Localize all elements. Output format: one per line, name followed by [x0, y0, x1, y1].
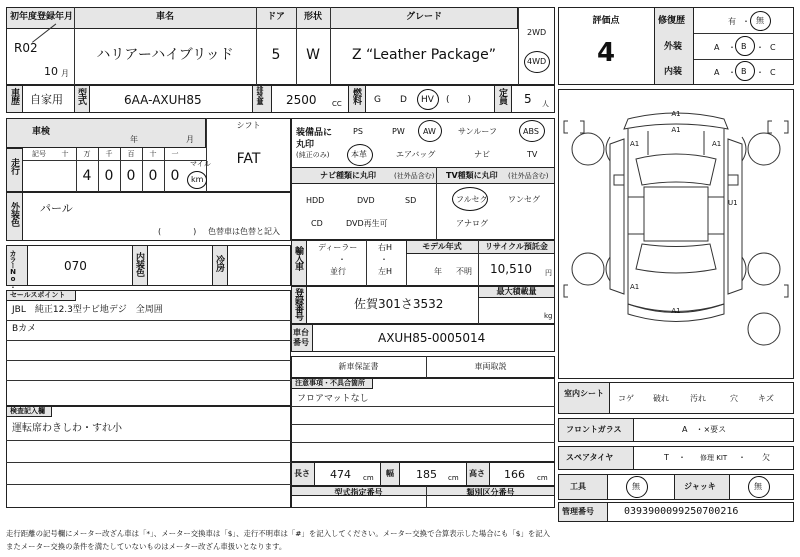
- spare-label: スペアタイヤ: [566, 453, 614, 462]
- jack-value: 無: [754, 482, 762, 491]
- tv-oneseg: ワンセグ: [508, 195, 540, 204]
- width-value: 185: [416, 468, 437, 481]
- recycle-label: リサイクル預託金: [485, 242, 548, 251]
- navi-dvd-play: DVD再生可: [346, 219, 388, 228]
- color-code-row: [6, 245, 291, 286]
- spare-kit: 修理 KIT: [700, 454, 728, 462]
- ac-label: 冷房: [214, 255, 224, 271]
- mgmt-value: 0393900099250700216: [624, 506, 739, 517]
- drive-2wd: 2WD: [527, 28, 547, 37]
- model-year-label: モデル年式: [422, 242, 462, 251]
- seat-tear: 破れ: [653, 394, 669, 403]
- first-reg-month: 10: [44, 65, 58, 78]
- ext-a: A: [714, 43, 720, 52]
- equipment-sub: (純正のみ): [296, 151, 330, 159]
- diag-mark-front: A1: [671, 110, 681, 118]
- length-label: 長さ: [294, 469, 310, 478]
- mileage-digit: 0: [126, 168, 136, 184]
- shaken-month: 月: [186, 135, 194, 144]
- door-label: ドア: [267, 12, 285, 22]
- inspector-block: [6, 406, 291, 508]
- model-year-unknown: 不明: [456, 267, 472, 276]
- model-year-year: 年: [434, 267, 442, 276]
- model-label: 型式: [76, 88, 86, 104]
- mileage-label: 走行: [9, 158, 19, 174]
- import-label: 輸入車: [293, 246, 303, 270]
- mileage-digit-label: 百: [127, 150, 135, 158]
- glass-value: A ・×要ス: [682, 425, 727, 434]
- capacity-value: 5: [524, 92, 532, 106]
- mgmt-label: 管理番号: [562, 507, 594, 516]
- ext-sep1: ・: [728, 43, 736, 52]
- interior-color-label: 内装色: [134, 252, 144, 276]
- import-parallel: 並行: [330, 267, 346, 276]
- car-diagram: [558, 89, 794, 379]
- mileage-digit-label: 十: [61, 150, 69, 158]
- car-name-label: 車名: [155, 12, 174, 22]
- navi-cd: CD: [311, 219, 323, 228]
- int-c: C: [770, 68, 776, 77]
- first-reg-era: R02: [14, 41, 38, 55]
- model-value: 6AA-AXUH85: [124, 93, 202, 107]
- car-name: ハリアーハイブリッド: [96, 47, 234, 63]
- color-label: 外装色: [9, 202, 19, 226]
- footer-line-2: またメーター交換の条件を満たしていないものはメーター改ざん車扱いとなります。: [6, 542, 287, 551]
- fuel-label: 燃料: [351, 88, 361, 104]
- inspector-label: 検査記入欄: [10, 407, 45, 415]
- diag-mark-right-door: U1: [728, 199, 738, 207]
- mileage-digit-divider: [76, 148, 77, 192]
- plate-value: 佐賀301さ3532: [354, 297, 444, 311]
- int-b: B: [741, 67, 747, 76]
- color-code-label: カラーNo.: [9, 250, 17, 289]
- import-left-h: 左H: [378, 267, 393, 276]
- fuel-g: G: [374, 95, 381, 105]
- mileage-digit: 0: [170, 168, 180, 184]
- navi-label: ナビ種類に丸印: [320, 171, 376, 180]
- height-unit: cm: [537, 474, 548, 482]
- equip-airbag: エアバッグ: [396, 150, 436, 159]
- caution-label: 注意事項・不具合箇所: [295, 379, 365, 387]
- capacity-label: 定員: [497, 88, 507, 104]
- color-paren: ( ): [158, 227, 197, 236]
- equip-navi: ナビ: [474, 150, 490, 159]
- length-unit: cm: [363, 474, 374, 482]
- recycle-value: 10,510: [490, 262, 532, 276]
- grade-label: グレード: [405, 12, 442, 22]
- width-unit: cm: [448, 474, 459, 482]
- inspector-value: 運転席わきしわ・すれ小: [12, 423, 122, 434]
- seat-hole: 穴: [730, 394, 738, 403]
- color-value: パール: [40, 202, 73, 215]
- spare-t: T: [664, 453, 669, 462]
- equipment-label: 装備品に丸印: [296, 128, 333, 150]
- caution-block: [291, 378, 555, 462]
- class-label: 類別区分番号: [466, 488, 515, 497]
- cc-unit: CC: [332, 100, 342, 108]
- ext-b: B: [741, 42, 747, 51]
- int-a: A: [714, 68, 720, 77]
- mileage-digit: 0: [148, 168, 158, 184]
- glass-label: フロントガラス: [566, 425, 622, 434]
- spare-sep1: ・: [678, 453, 686, 462]
- equip-pw: PW: [392, 127, 405, 136]
- max-load-label: 最大積載量: [496, 287, 537, 296]
- reg-type: 自家用: [30, 93, 63, 106]
- diag-mark-right-front: A1: [712, 140, 722, 148]
- recycle-unit: 円: [545, 269, 552, 277]
- seat-scratch: キズ: [758, 394, 774, 403]
- mileage-mark-label: 記号: [32, 150, 46, 158]
- height-value: 166: [504, 468, 525, 481]
- spare-sep2: ・: [738, 453, 746, 462]
- sales-point-label: セールスポイント: [10, 291, 66, 299]
- repair-no: 無: [756, 16, 764, 25]
- shaken-label: 車検: [32, 127, 51, 137]
- type-cert-label: 型式指定番号: [334, 488, 383, 497]
- footer-line-1: 走行距離の記号欄にメーター改ざん車は「*」、メーター交換車は「$」、走行不明車は「#」を記入してください。メーター交換で合算表示した場合にも「$」を記入: [6, 529, 551, 538]
- tv-sub: (社外品含む): [508, 172, 549, 180]
- first-reg-label: 初年度登録年月: [10, 12, 74, 22]
- fuel-paren: ( ): [446, 95, 472, 105]
- first-reg-month-unit: 月: [61, 69, 69, 78]
- navi-dvd: DVD: [357, 196, 375, 205]
- import-dealer: ディーラー: [318, 243, 358, 252]
- mileage-digit: 0: [104, 168, 114, 184]
- mileage-digit-divider: [142, 148, 143, 192]
- tv-label: TV種類に丸印: [446, 171, 498, 180]
- shape-label: 形状: [303, 12, 322, 22]
- width-label: 幅: [386, 469, 394, 478]
- length-value: 474: [330, 468, 351, 481]
- mileage-digit-label: 十: [149, 150, 157, 158]
- capacity-unit: 人: [542, 100, 549, 108]
- drive-4wd: 4WD: [527, 57, 547, 66]
- height-label: 高さ: [469, 469, 485, 478]
- caution-value: フロアマットなし: [297, 394, 369, 404]
- int-sep1: ・: [728, 68, 736, 77]
- mileage-digit: 4: [82, 168, 92, 184]
- repair-sep: ・: [742, 17, 750, 26]
- shift-value: FAT: [236, 151, 261, 167]
- plate-label: 登録番号: [293, 288, 303, 320]
- max-load-unit: kg: [544, 312, 553, 320]
- diag-mark-left-rear: A1: [630, 283, 640, 291]
- diag-mark-rear: A1: [671, 307, 681, 315]
- tool-label: 工具: [570, 482, 586, 491]
- int-sep2: ・: [756, 68, 764, 77]
- shaken-year: 年: [130, 135, 138, 144]
- navi-sd: SD: [405, 196, 417, 205]
- equip-aw: AW: [423, 127, 436, 136]
- grade-value: Z “Leather Package”: [351, 47, 497, 63]
- warranty: 新車保証書: [338, 362, 379, 371]
- diag-mark-left-front: A1: [630, 140, 640, 148]
- seat-dirt: 汚れ: [690, 394, 706, 403]
- manual: 車両取説: [474, 362, 507, 371]
- mileage-digit-divider: [164, 148, 165, 192]
- seat-burn: コゲ: [618, 394, 634, 403]
- mileage-digit-label: 一: [171, 150, 179, 158]
- jack-label: ジャッキ: [684, 482, 716, 491]
- sales-line-1: JBL 純正12.3型ナビ地デジ 全周囲: [12, 305, 163, 315]
- diag-mark-hood: A1: [671, 126, 681, 134]
- seat-label: 室内シート: [564, 389, 604, 398]
- km-label: km: [191, 175, 204, 184]
- fuel-d: D: [400, 95, 407, 105]
- door-value: 5: [271, 47, 281, 63]
- mileage-digit-label: 千: [105, 150, 113, 158]
- equip-sunroof: サンルーフ: [458, 127, 497, 136]
- mile-label: マイル: [190, 160, 211, 168]
- ext-c: C: [770, 43, 776, 52]
- cc-label: 排気量: [256, 86, 264, 104]
- equip-tv: TV: [527, 150, 538, 159]
- ext-sep2: ・: [756, 43, 764, 52]
- mileage-digit-label: 万: [83, 150, 91, 158]
- fuel-hv: HV: [421, 95, 434, 105]
- spare-none: 欠: [762, 453, 770, 462]
- repair-label: 修復歴: [658, 16, 686, 26]
- score-value: 4: [596, 38, 616, 68]
- color-code: 070: [64, 259, 87, 273]
- tool-value: 無: [632, 482, 640, 491]
- chassis-label: 車台番号: [293, 328, 309, 347]
- shift-label: シフト: [236, 121, 261, 130]
- import-dot1: ・: [338, 255, 346, 264]
- mileage-digit-divider: [98, 148, 99, 192]
- navi-sub: (社外品含む): [394, 172, 435, 180]
- repair-yes: 有: [728, 17, 736, 26]
- navi-hdd: HDD: [306, 196, 325, 205]
- score-label: 評価点: [592, 16, 620, 26]
- interior-label: 内装: [664, 67, 683, 77]
- tv-fullseg: フルセグ: [456, 195, 488, 204]
- import-right-h: 右H: [378, 243, 393, 252]
- equip-ps: PS: [353, 127, 363, 136]
- shape-value: W: [306, 47, 320, 63]
- sales-line-2: Bカメ: [12, 324, 37, 334]
- tv-analog: アナログ: [456, 219, 488, 228]
- equip-leather: 本革: [351, 150, 367, 159]
- color-note: 色替車は色替と記入: [208, 227, 280, 236]
- mileage-digit-divider: [120, 148, 121, 192]
- exterior-label: 外装: [664, 42, 683, 52]
- cc-value: 2500: [286, 93, 317, 107]
- import-dot2: ・: [380, 255, 388, 264]
- reg-type-label: 車歴: [9, 88, 19, 104]
- chassis-value: AXUH85-0005014: [378, 331, 486, 345]
- equip-abs: ABS: [523, 127, 539, 136]
